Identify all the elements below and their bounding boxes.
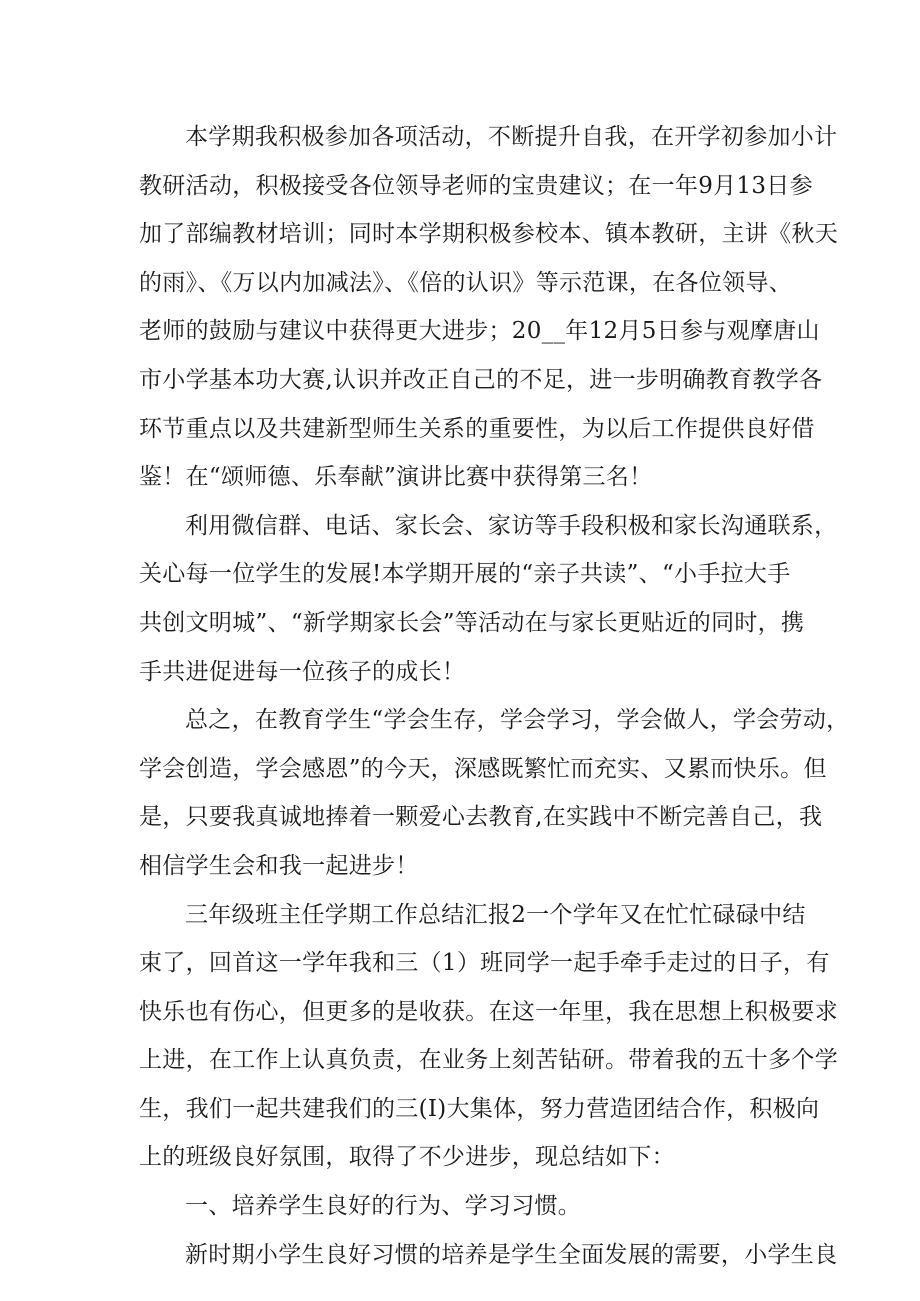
paragraph-line: 总之，在教育学生“学会生存，学会学习，学会做人，学会劳动， — [185, 707, 850, 734]
document-page — [139, 113, 850, 1279]
paragraph-line: 手共进促进每一位孩子的成长！ — [139, 658, 466, 685]
paragraph-habits — [139, 1231, 838, 1280]
paragraph-line: 市小学基本功大赛,认识并改正自己的不足，进一步明确教育教学各 — [139, 366, 823, 393]
paragraph-line: 的雨》、《万以内加减法》、《倍的认识》等示范课，在各位领导、 — [139, 269, 792, 296]
paragraph-line: 老师的鼓励与建议中获得更大进步；20__年12月5日参与观摩唐山 — [139, 318, 820, 345]
paragraph-summary-report — [139, 891, 838, 1183]
paragraph-line: 加了部编教材培训；同时本学期积极参校本、镇本教研，主讲《秋天 — [139, 221, 838, 248]
paragraph-line: 是，只要我真诚地捧着一颗爱心去教育,在实践中不断完善自己，我 — [139, 804, 823, 831]
paragraph-line: 学会创造，学会感恩”的今天，深感既繁忙而充实、又累而快乐。但 — [139, 755, 827, 782]
paragraph-parents — [139, 502, 838, 696]
paragraph-line: 鉴！在“颂师德、乐奉献”演讲比赛中获得第三名！ — [139, 464, 653, 491]
paragraph-line: 利用微信群、电话、家长会、家访等手段积极和家长沟通联系， — [185, 512, 838, 539]
section-heading-habits — [139, 1182, 789, 1231]
paragraph-line: 相信学生会和我一起进步！ — [139, 852, 419, 879]
paragraph-line: 环节重点以及共建新型师生关系的重要性，为以后工作提供良好借 — [139, 415, 815, 442]
section-heading: 一、培养学生良好的行为、学习习惯。 — [185, 1193, 582, 1220]
paragraph-line: 快乐也有伤心，但更多的是收获。在这一年里，我在思想上积极要求 — [139, 998, 838, 1025]
paragraph-line: 束了，回首这一学年我和三（1）班同学一起手牵手走过的日子，有 — [139, 950, 830, 977]
paragraph-line: 本学期我积极参加各项活动，不断提升自我，在开学初参加小计 — [185, 124, 838, 150]
paragraph-line: 教研活动，积极接受各位领导老师的宝贵建议；在一年9月13日参 — [139, 172, 813, 199]
paragraph-conclusion — [139, 696, 850, 890]
paragraph-line: 新时期小学生良好习惯的培养是学生全面发展的需要，小学生良 — [185, 1241, 838, 1268]
paragraph-line: 上的班级良好氛围，取得了不少进步，现总结如下： — [139, 1144, 675, 1171]
paragraph-line: 三年级班主任学期工作总结汇报2一个学年又在忙忙碌碌中结 — [185, 901, 806, 928]
paragraph-activities — [139, 113, 838, 502]
paragraph-line: 共创文明城”、“新学期家长会”等活动在与家长更贴近的同时，携 — [139, 609, 805, 636]
paragraph-line: 上进，在工作上认真负责，在业务上刻苦钻研。带着我的五十多个学 — [139, 1047, 838, 1074]
paragraph-line: 生，我们一起共建我们的三(I)大集体，努力营造团结合作，积极向 — [139, 1095, 820, 1122]
paragraph-line: 关心每一位学生的发展!本学期开展的“亲子共读”、“小手拉大手 — [139, 561, 791, 588]
